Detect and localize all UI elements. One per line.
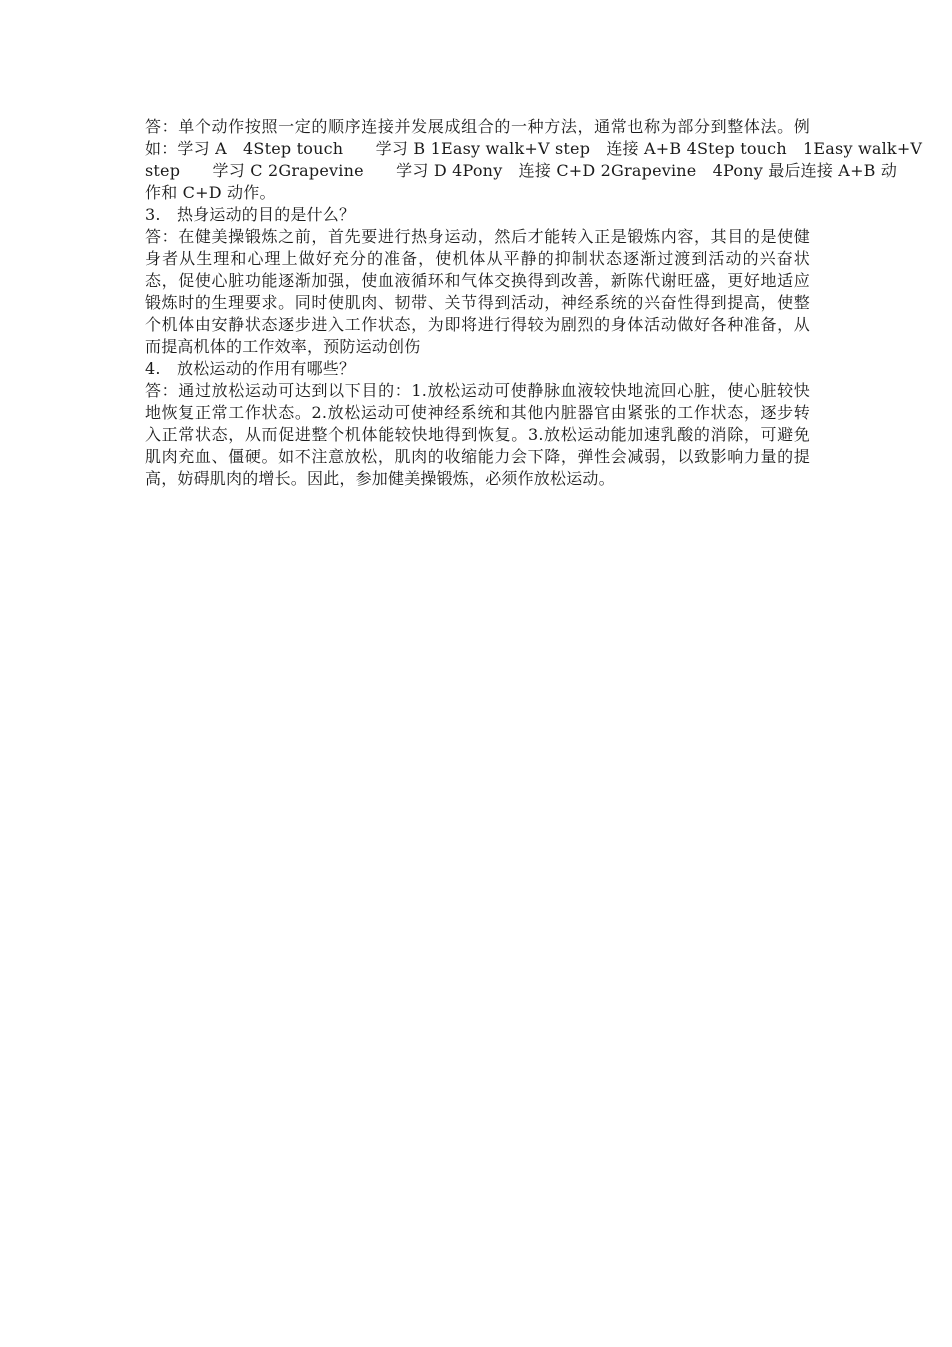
- answer-2-paragraph: [145, 116, 923, 204]
- answer-4-line-3: 入正常状态，从而促进整个机体能较快地得到恢复。3.放松运动能加速乳酸的消除，可避免: [145, 425, 810, 444]
- answer-2-line-3: step 学习 C 2Grapevine 学习 D 4Pony 连接 C+D 2Grapevine 4Pony 最后连接 A+B 动: [145, 161, 898, 180]
- question-4-heading: [145, 358, 810, 380]
- question-3-heading: [145, 204, 810, 226]
- answer-2-line-4: 作和 C+D 动作。: [145, 183, 276, 202]
- answer-3-line-6: 而提高机体的工作效率，预防运动创伤: [145, 337, 421, 356]
- answer-3-line-2: 身者从生理和心理上做好充分的准备，使机体从平静的抑制状态逐渐过渡到活动的兴奋状: [145, 249, 810, 268]
- answer-4-paragraph: [145, 380, 810, 490]
- answer-4-line-4: 肌肉充血、僵硬。如不注意放松，肌肉的收缩能力会下降，弹性会减弱，以致影响力量的提: [145, 447, 810, 466]
- question-3-number: 3.: [145, 205, 161, 224]
- question-4-text: 放松运动的作用有哪些？: [177, 359, 356, 378]
- answer-2-line-1: 答：单个动作按照一定的顺序连接并发展成组合的一种方法，通常也称为部分到整体法。例: [145, 117, 810, 136]
- answer-3-line-4: 锻炼时的生理要求。同时使肌肉、韧带、关节得到活动，神经系统的兴奋性得到提高，使整: [145, 293, 810, 312]
- answer-3-line-1: 答：在健美操锻炼之前，首先要进行热身运动，然后才能转入正是锻炼内容，其目的是使健: [145, 227, 810, 246]
- answer-3-line-5: 个机体由安静状态逐步进入工作状态，为即将进行得较为剧烈的身体活动做好各种准备，从: [145, 315, 810, 334]
- answer-3-paragraph: [145, 226, 810, 358]
- answer-4-line-2: 地恢复正常工作状态。2.放松运动可使神经系统和其他内脏器官由紧张的工作状态，逐步转: [145, 403, 810, 422]
- answer-3-line-3: 态，促使心脏功能逐渐加强，使血液循环和气体交换得到改善，新陈代谢旺盛，更好地适应: [145, 271, 810, 290]
- question-4-number: 4.: [145, 359, 161, 378]
- question-3-text: 热身运动的目的是什么？: [177, 205, 356, 224]
- answer-2-line-2: 如：学习 A 4Step touch 学习 B 1Easy walk+V step 连接 A+B 4Step touch 1Easy walk+V: [145, 139, 923, 158]
- document-body: [145, 116, 923, 490]
- answer-4-line-5: 高，妨碍肌肉的增长。因此，参加健美操锻炼，必须作放松运动。: [145, 469, 615, 488]
- answer-4-line-1: 答：通过放松运动可达到以下目的：1.放松运动可使静脉血液较快地流回心脏，使心脏较快: [145, 381, 810, 400]
